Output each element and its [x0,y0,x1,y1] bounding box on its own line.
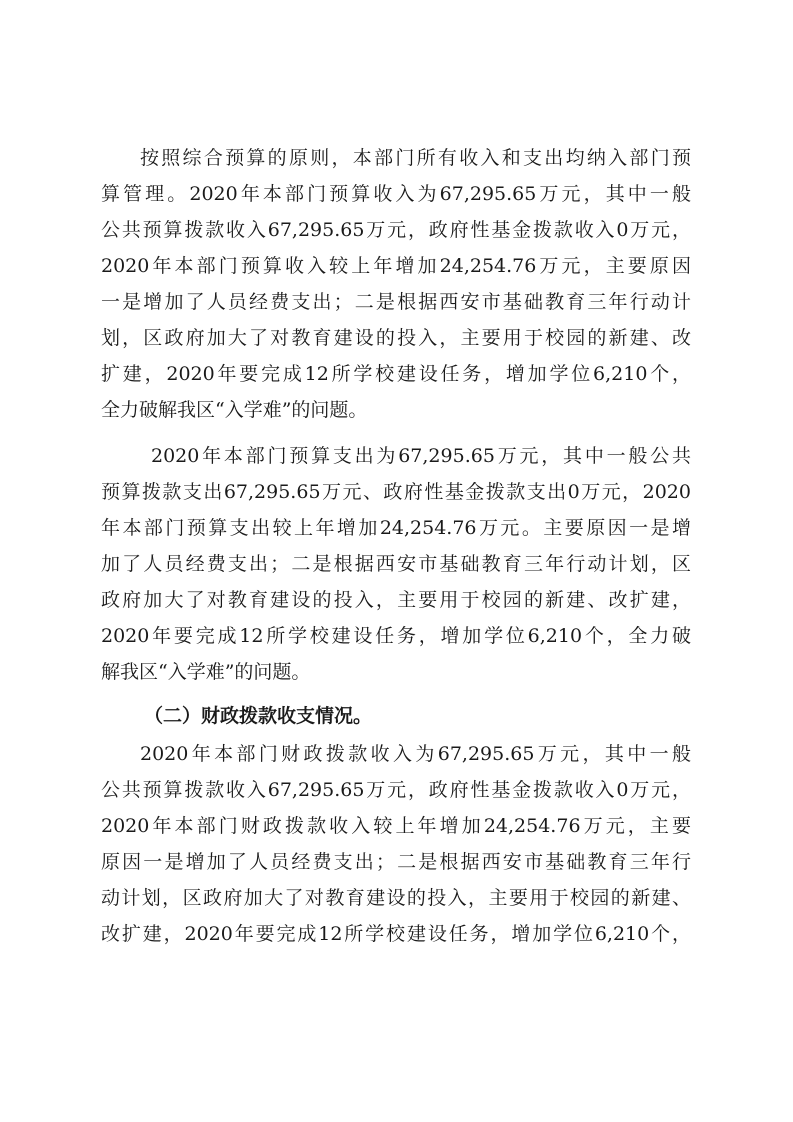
text-line: 2020年本部门财政拨款收入较上年增加24,254.76万元，主要 [101,815,691,837]
text-line: 算管理。2020年本部门预算收入为67,295.65万元，其中一般 [101,183,691,205]
text-line: 一是增加了人员经费支出；二是根据西安市基础教育三年行动计 [101,291,691,313]
text-line: 按照综合预算的原则，本部门所有收入和支出均纳入部门预 [140,147,691,169]
text-line: 全力破解我区“入学难”的问题。 [101,399,368,421]
text-line: 公共预算拨款收入67,295.65万元，政府性基金拨款收入0万元， [101,779,691,801]
text-line: 加了人员经费支出；二是根据西安市基础教育三年行动计划，区 [101,553,691,575]
text-line: 2020年要完成12所学校建设任务，增加学位6,210个，全力破 [101,625,691,647]
text-line: 划，区政府加大了对教育建设的投入，主要用于校园的新建、改 [101,327,691,349]
text-line: 动计划，区政府加大了对教育建设的投入，主要用于校园的新建、 [101,887,691,909]
text-line: 2020年本部门预算支出为67,295.65万元，其中一般公共 [151,445,691,467]
text-line: 改扩建，2020年要完成12所学校建设任务，增加学位6,210个， [101,923,691,945]
text-line: 扩建，2020年要完成12所学校建设任务，增加学位6,210个， [101,363,691,385]
section-heading: （二）财政拨款收支情况。 [144,705,373,727]
text-line: 政府加大了对教育建设的投入，主要用于校园的新建、改扩建， [101,589,691,611]
text-line: 2020年本部门财政拨款收入为67,295.65万元，其中一般 [140,743,691,765]
text-line: 公共预算拨款收入67,295.65万元，政府性基金拨款收入0万元， [101,219,691,241]
text-line: 预算拨款支出67,295.65万元、政府性基金拨款支出0万元，2020 [101,481,691,503]
text-line: 原因一是增加了人员经费支出；二是根据西安市基础教育三年行 [101,851,691,873]
text-line: 2020年本部门预算收入较上年增加24,254.76万元，主要原因 [101,255,691,277]
text-line: 解我区“入学难”的问题。 [101,661,311,683]
text-line: 年本部门预算支出较上年增加24,254.76万元。主要原因一是增 [101,517,691,539]
